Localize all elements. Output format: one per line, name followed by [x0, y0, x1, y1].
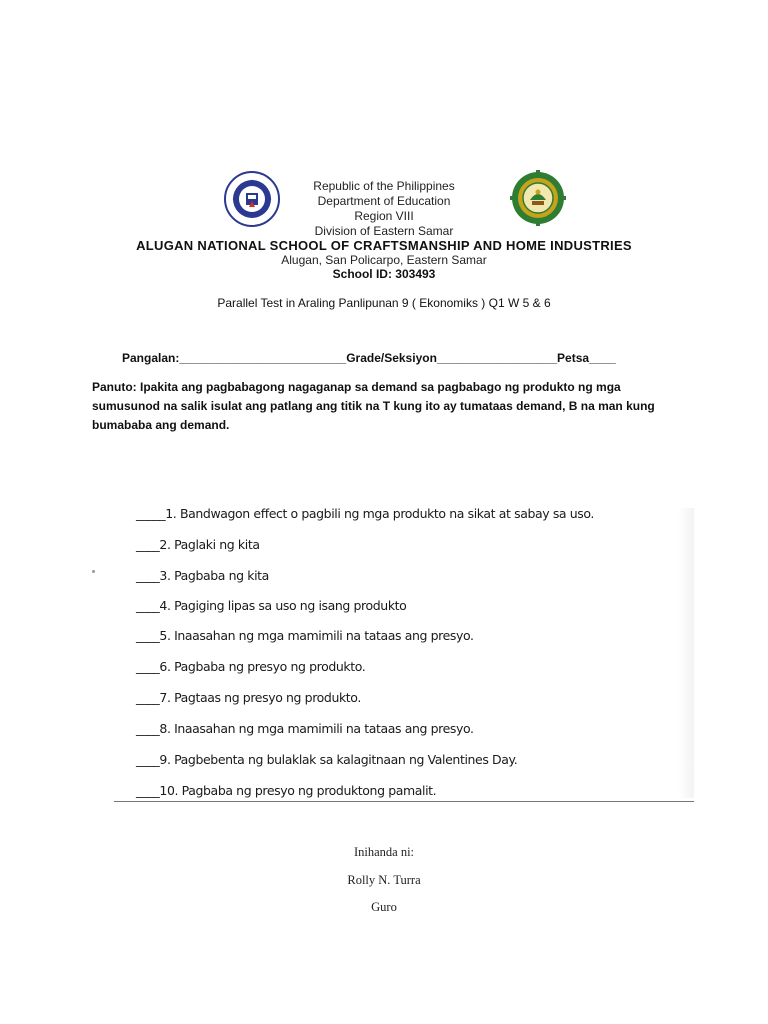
test-item-4: ____4. Pagiging lipas sa uso ng isang produkto: [136, 598, 407, 613]
republic-line: Republic of the Philippines: [313, 179, 455, 193]
test-item-2: ____2. Paglaki ng kita: [136, 537, 260, 552]
region-line: Region VIII: [354, 209, 414, 223]
test-item-8: ____8. Inaasahan ng mga mamimili na tataas ang presyo.: [136, 721, 474, 736]
scan-edge-shade: [678, 508, 694, 798]
teacher-title: Guro: [371, 900, 397, 914]
test-item-1: _____1. Bandwagon effect o pagbili ng mga produkto na sikat at sabay sa uso.: [136, 506, 594, 521]
school-address: Alugan, San Policarpo, Eastern Samar: [281, 253, 487, 267]
division-line: Division of Eastern Samar: [314, 224, 454, 238]
test-item-6: ____6. Pagbaba ng presyo ng produkto.: [136, 659, 366, 674]
test-item-3: ____3. Pagbaba ng kita: [136, 568, 269, 583]
test-item-5: ____5. Inaasahan ng mga mamimili na tataas ang presyo.: [136, 628, 474, 643]
school-id: School ID: 303493: [332, 267, 436, 281]
deped-seal-logo: [224, 171, 280, 227]
test-items-block: [92, 498, 694, 804]
test-item-10: ____10. Pagbaba ng presyo ng produktong pamalit.: [136, 783, 437, 798]
instructions: Panuto: Ipakita ang pagbabagong nagaganap sa demand sa pagbabago ng produkto ng mga sumusunod na salik isulat ang patlang ang titik na T kung ito ay tumataas demand, B na man kung bumababa ang demand.: [92, 380, 655, 432]
test-title: Parallel Test in Araling Panlipunan 9 ( Ekonomiks ) Q1 W 5 & 6: [217, 296, 551, 310]
name-grade-date-line: Pangalan:_________________________Grade/Seksiyon__________________Petsa____: [122, 351, 616, 365]
test-item-9: ____9. Pagbebenta ng bulaklak sa kalagitnaan ng Valentines Day.: [136, 752, 518, 767]
republic-header-block: [284, 179, 484, 239]
scan-artifact: [92, 570, 95, 573]
test-item-7: ____7. Pagtaas ng presyo ng produkto.: [136, 690, 361, 705]
department-line: Department of Education: [317, 194, 451, 208]
items-bottom-rule: [114, 801, 694, 802]
school-seal-logo: [510, 170, 566, 226]
school-name: ALUGAN NATIONAL SCHOOL OF CRAFTSMANSHIP AND HOME INDUSTRIES: [136, 238, 632, 253]
prepared-by-label: Inihanda ni:: [353, 845, 415, 859]
teacher-name: Rolly N. Turra: [347, 873, 421, 887]
